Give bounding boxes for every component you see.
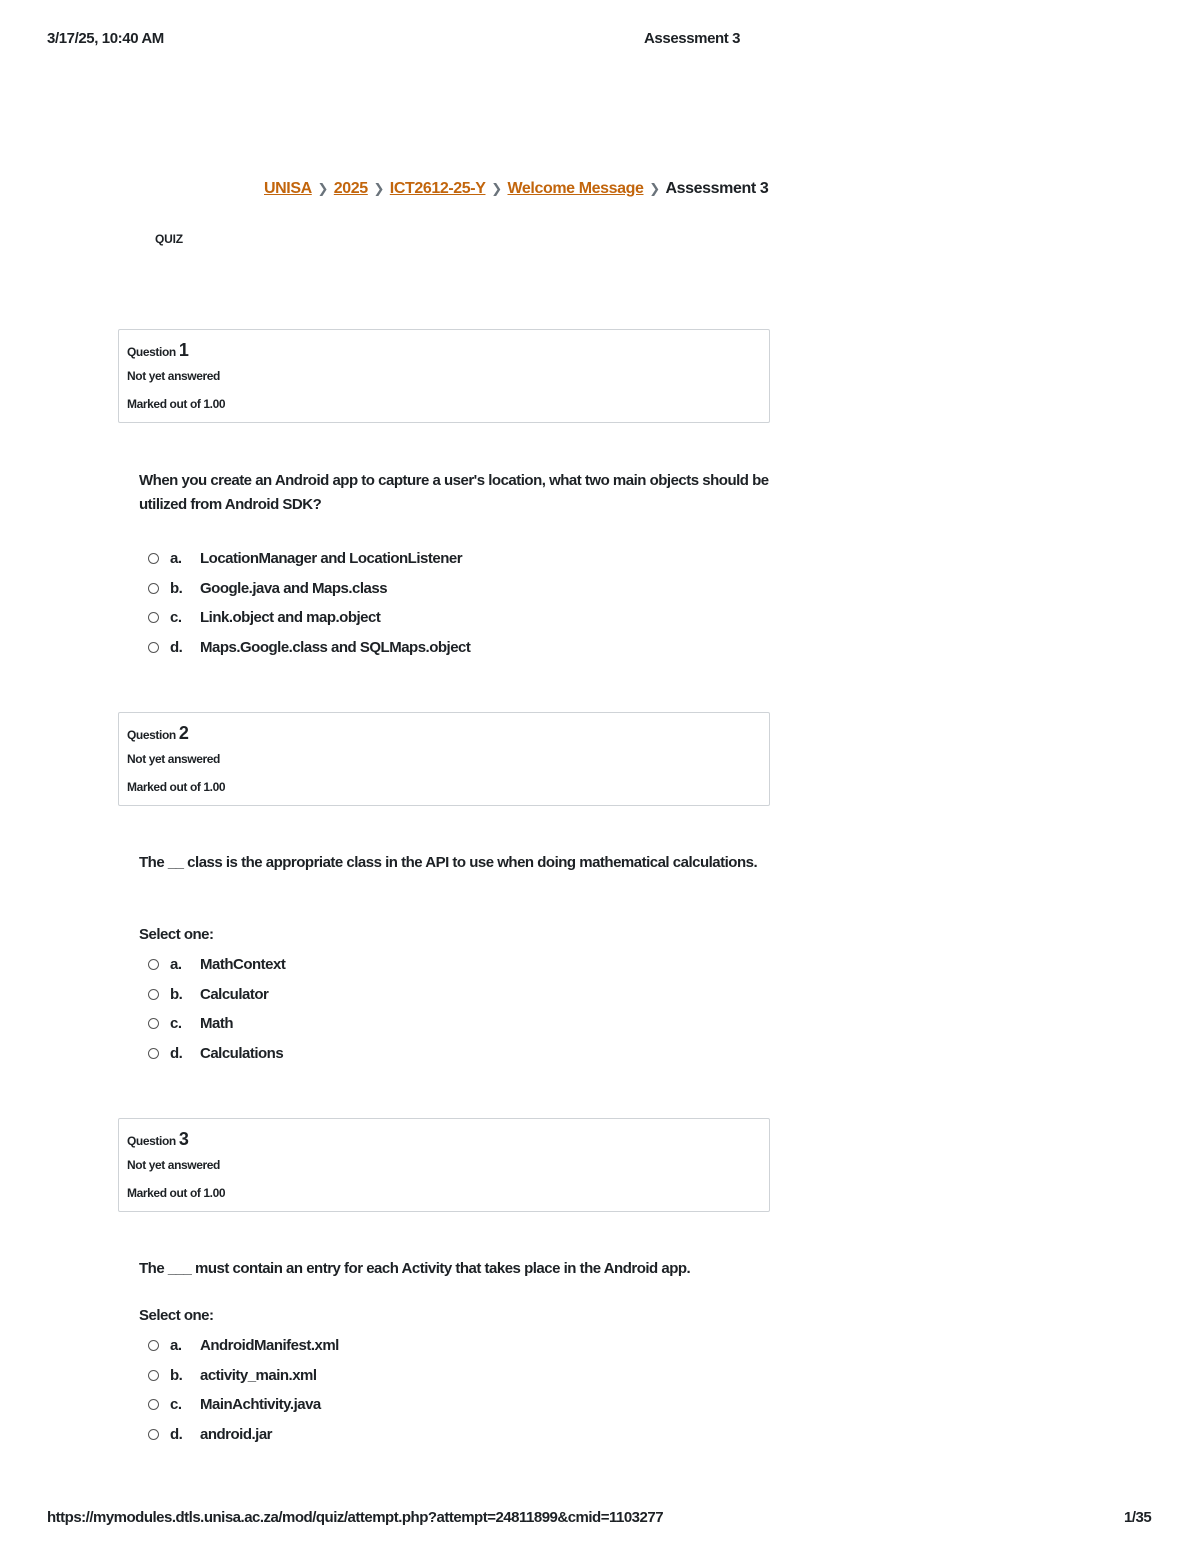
radio-button[interactable] <box>148 1048 159 1059</box>
answer-letter: b. <box>170 579 183 597</box>
answer-letter: d. <box>170 1044 183 1062</box>
radio-button[interactable] <box>148 612 159 623</box>
question-info-box <box>118 712 770 806</box>
answer-text: Google.java and Maps.class <box>200 579 388 597</box>
answer-option[interactable] <box>148 1420 339 1450</box>
answer-text: Calculations <box>200 1044 284 1062</box>
radio-button[interactable] <box>148 1429 159 1440</box>
answer-options <box>148 1331 339 1449</box>
breadcrumb-link-welcome[interactable]: Welcome Message <box>507 180 644 197</box>
answer-letter: d. <box>170 1425 183 1443</box>
question-text: The ___ must contain an entry for each Activity that takes place in the Android app. <box>139 1260 691 1277</box>
question-label: Question <box>127 345 176 359</box>
question-number: 3 <box>178 1129 189 1149</box>
answer-text: AndroidManifest.xml <box>200 1337 339 1355</box>
question-text: When you create an Android app to capture a user's location, what two main objects should be utilized from Android SDK? <box>139 472 769 513</box>
answer-option[interactable] <box>148 603 470 633</box>
answer-option[interactable] <box>148 980 285 1010</box>
answer-letter: d. <box>170 638 183 656</box>
answer-option[interactable] <box>148 1039 285 1069</box>
answer-text: MainAchtivity.java <box>200 1396 321 1414</box>
chevron-right-icon: ❯ <box>649 181 660 196</box>
breadcrumb <box>264 180 768 198</box>
question-info-box <box>118 329 770 423</box>
radio-button[interactable] <box>148 642 159 653</box>
answer-option[interactable] <box>148 544 470 574</box>
print-datetime: 3/17/25, 10:40 AM <box>47 30 164 47</box>
chevron-right-icon: ❯ <box>373 181 385 196</box>
answer-options <box>148 950 285 1068</box>
answer-letter: a. <box>170 1337 182 1355</box>
radio-button[interactable] <box>148 1018 159 1029</box>
answer-letter: c. <box>170 609 182 627</box>
page-number: 1/35 <box>1124 1509 1152 1526</box>
breadcrumb-link-year[interactable]: 2025 <box>333 180 368 197</box>
answer-text: activity_main.xml <box>200 1366 317 1384</box>
select-one-label: Select one: <box>139 926 214 943</box>
answer-text: Math <box>200 1015 233 1033</box>
question-label: Question <box>127 728 176 742</box>
question-label: Question <box>127 1134 176 1148</box>
print-title: Assessment 3 <box>644 30 741 47</box>
answer-text: Maps.Google.class and SQLMaps.object <box>200 638 471 656</box>
question-status: Not yet answered <box>127 752 220 766</box>
breadcrumb-link-course[interactable]: ICT2612-25-Y <box>389 180 486 197</box>
question-text: The __ class is the appropriate class in the API to use when doing mathematical calculations. <box>139 854 758 871</box>
breadcrumb-current: Assessment 3 <box>665 180 769 197</box>
answer-letter: b. <box>170 985 183 1003</box>
chevron-right-icon: ❯ <box>491 181 502 196</box>
radio-button[interactable] <box>148 1340 159 1351</box>
radio-button[interactable] <box>148 1370 159 1381</box>
answer-option[interactable] <box>148 1361 339 1391</box>
answer-text: MathContext <box>200 956 286 974</box>
radio-button[interactable] <box>148 989 159 1000</box>
answer-letter: c. <box>170 1015 182 1033</box>
answer-options <box>148 544 470 662</box>
answer-letter: b. <box>170 1366 183 1384</box>
radio-button[interactable] <box>148 1399 159 1410</box>
answer-option[interactable] <box>148 1331 339 1361</box>
answer-option[interactable] <box>148 1390 339 1420</box>
chevron-right-icon: ❯ <box>317 181 329 196</box>
question-number: 2 <box>178 723 189 743</box>
answer-letter: a. <box>170 550 182 568</box>
question-status: Not yet answered <box>127 1158 220 1172</box>
radio-button[interactable] <box>148 583 159 594</box>
activity-type-label: QUIZ <box>155 232 183 246</box>
select-one-label: Select one: <box>139 1307 214 1324</box>
answer-text: android.jar <box>200 1425 273 1443</box>
question-info-box <box>118 1118 770 1212</box>
radio-button[interactable] <box>148 959 159 970</box>
radio-button[interactable] <box>148 553 159 564</box>
answer-option[interactable] <box>148 633 470 663</box>
answer-option[interactable] <box>148 574 470 604</box>
question-marks: Marked out of 1.00 <box>127 397 226 411</box>
answer-text: Calculator <box>200 985 269 1003</box>
answer-option[interactable] <box>148 1009 285 1039</box>
answer-option[interactable] <box>148 950 285 980</box>
answer-text: LocationManager and LocationListener <box>200 550 463 568</box>
print-url: https://mymodules.dtls.unisa.ac.za/mod/quiz/attempt.php?attempt=24811899&cmid=1103277 <box>47 1509 664 1526</box>
answer-text: Link.object and map.object <box>200 609 381 627</box>
question-marks: Marked out of 1.00 <box>127 780 226 794</box>
breadcrumb-link-unisa[interactable]: UNISA <box>264 180 312 197</box>
answer-letter: c. <box>170 1396 182 1414</box>
question-number: 1 <box>178 340 189 360</box>
answer-letter: a. <box>170 956 182 974</box>
question-status: Not yet answered <box>127 369 220 383</box>
question-marks: Marked out of 1.00 <box>127 1186 226 1200</box>
